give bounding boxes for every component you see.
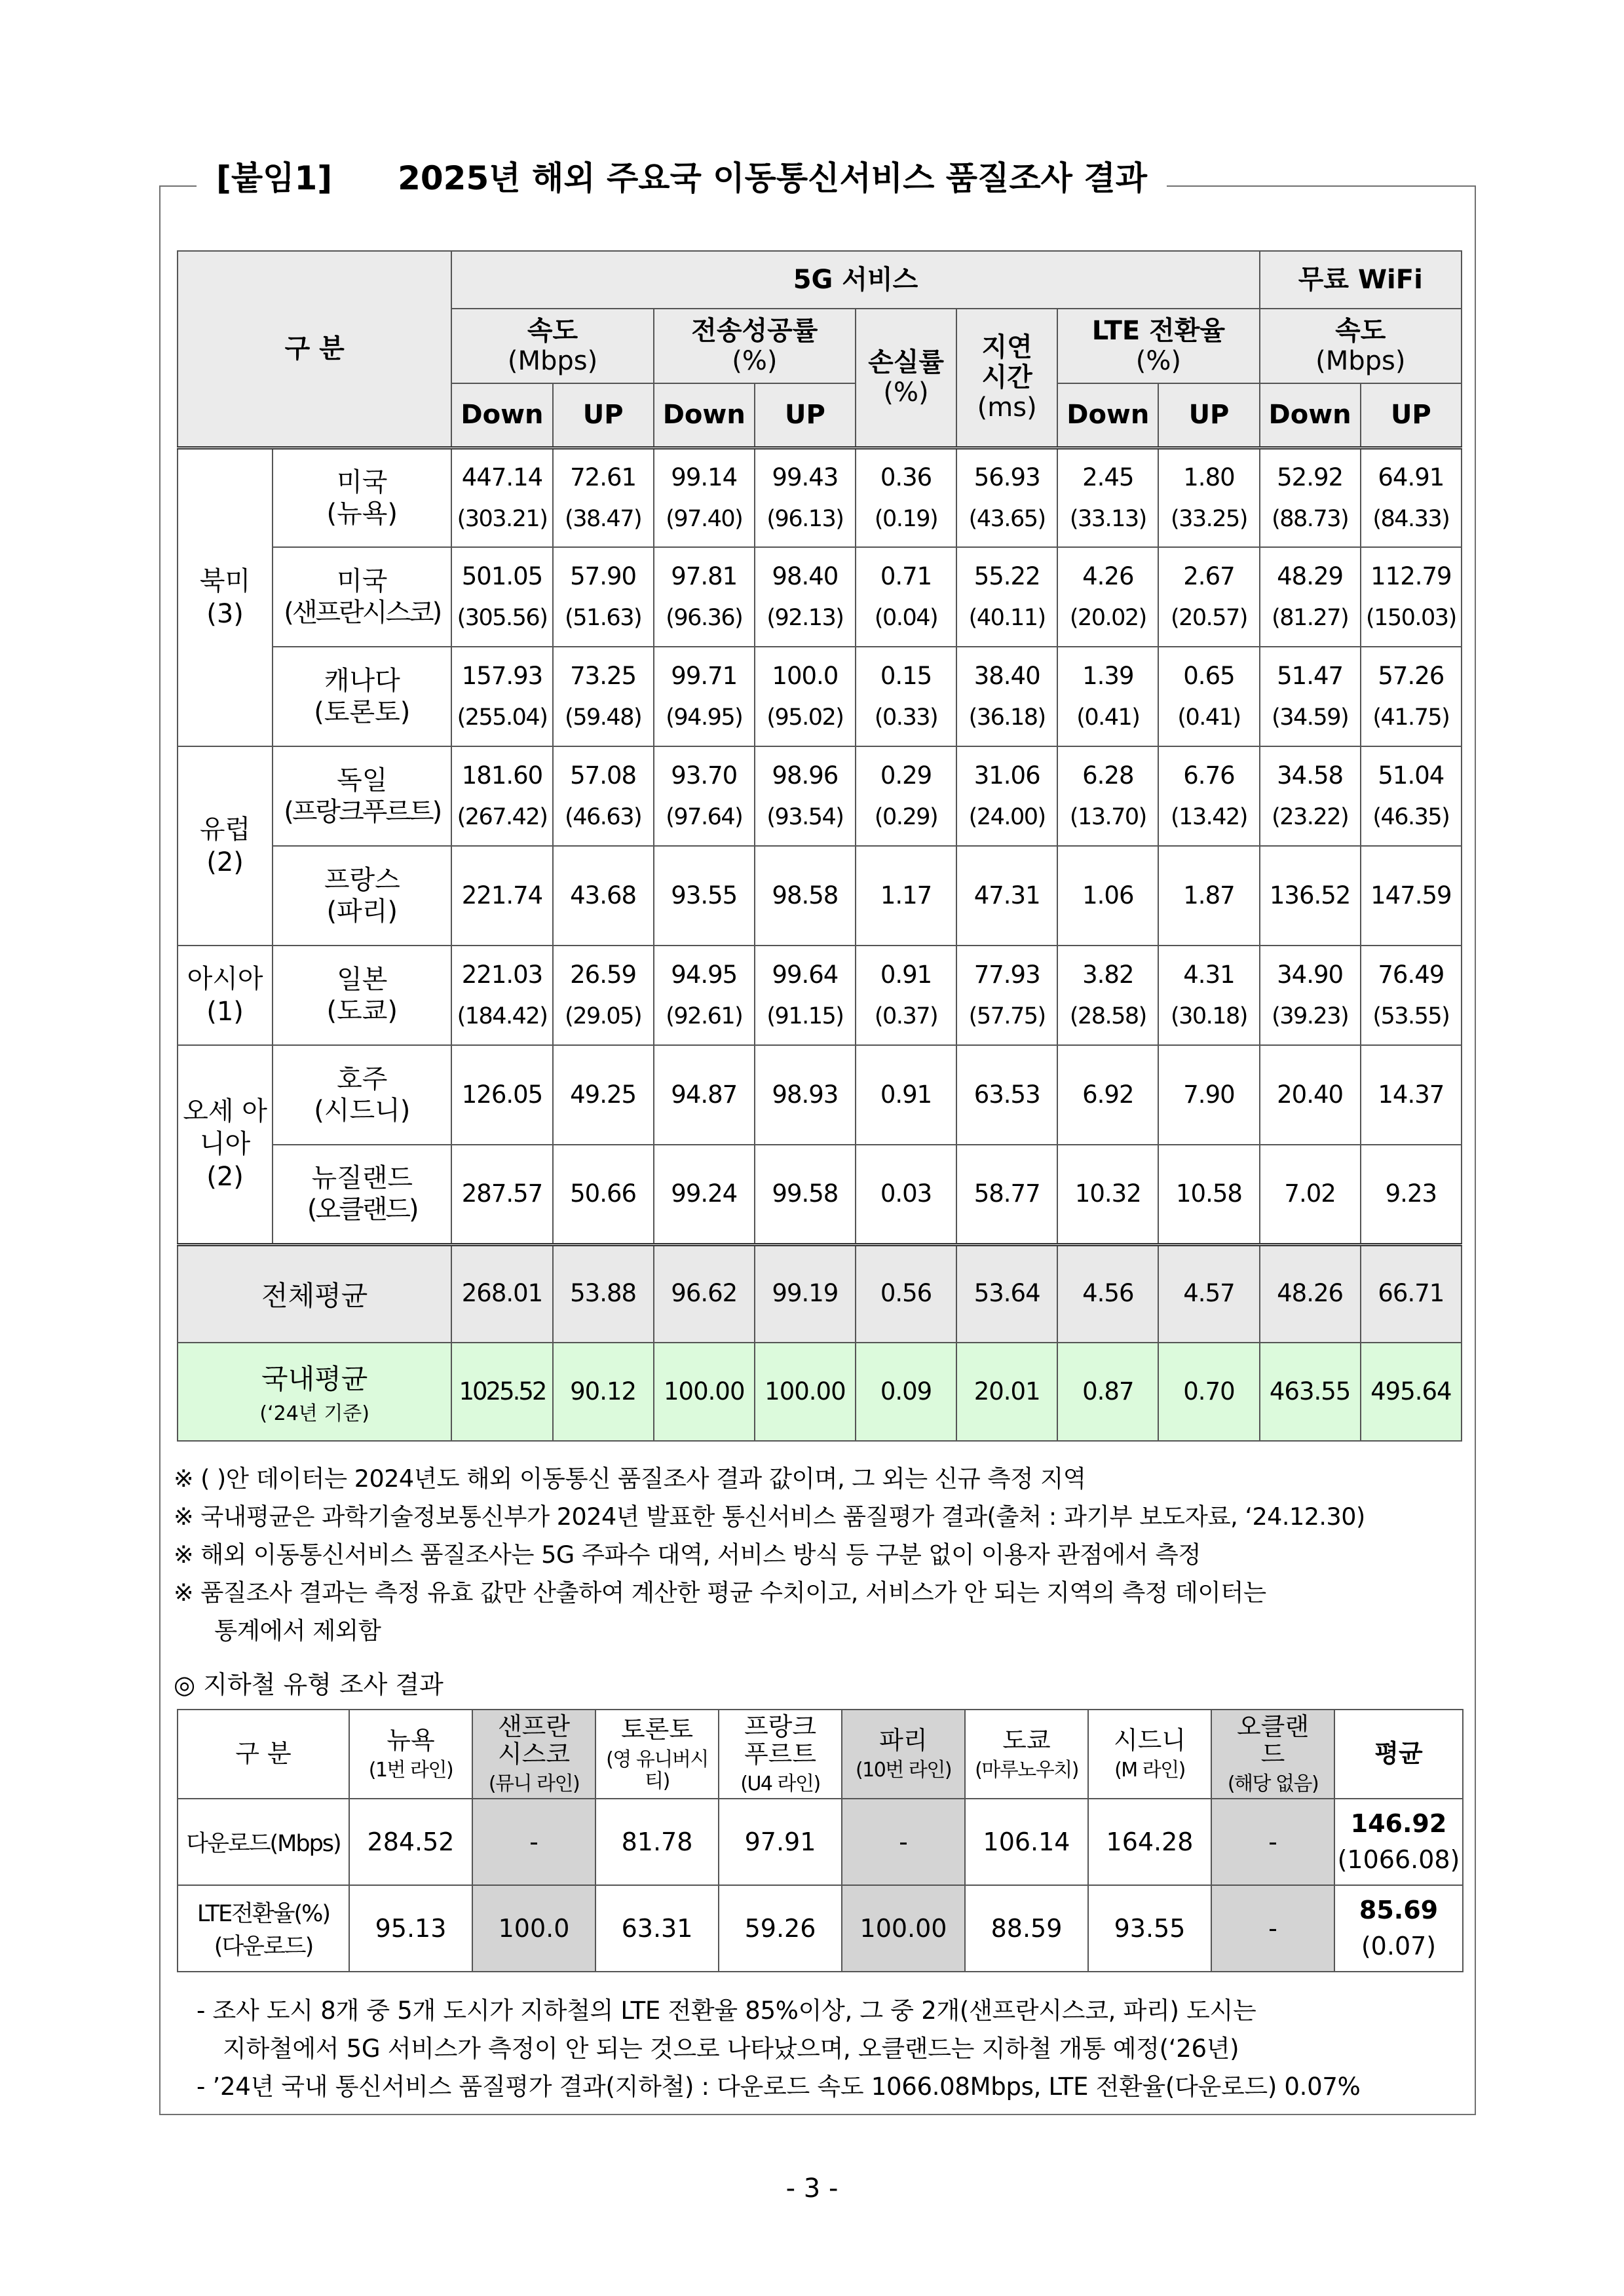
value-cell: 34.90 (39.23): [1260, 946, 1361, 1045]
subway-average-cell: 85.69 (0.07): [1334, 1885, 1463, 1972]
value-cell: 64.91 (84.33): [1361, 448, 1462, 547]
subway-value-cell: 95.13: [349, 1885, 472, 1972]
value-cell: 100.0 (95.02): [755, 647, 856, 746]
note-line: ※ 품질조사 결과는 측정 유효 값만 산출하여 계산한 평균 수치이고, 서비스가 안 되는 지역의 측정 데이터는: [174, 1578, 1266, 1607]
subway-notes: [197, 1992, 1467, 2106]
value-cell: 126.05: [451, 1045, 552, 1145]
value-cell: 0.09: [856, 1343, 956, 1441]
value-cell: 96.62: [654, 1244, 755, 1343]
value-cell: 1.06: [1057, 846, 1158, 946]
value-cell: 447.14 (303.21): [451, 448, 552, 547]
value-cell: 90.12: [553, 1343, 654, 1441]
header-5g-service: 5G 서비스: [451, 251, 1259, 309]
value-cell: 501.05 (305.56): [451, 547, 552, 647]
value-cell: 6.76 (13.42): [1158, 746, 1259, 846]
value-cell: 2.67 (20.57): [1158, 547, 1259, 647]
value-cell: 6.28 (13.70): [1057, 746, 1158, 846]
header-speed: 속도 (Mbps): [451, 309, 653, 383]
value-cell: 98.58: [755, 846, 856, 946]
city-cell: 호주 (시드니): [273, 1045, 451, 1145]
value-cell: 49.25: [553, 1045, 654, 1145]
value-cell: 93.55: [654, 846, 755, 946]
table-row: [178, 1045, 1462, 1145]
main-results-table: [177, 250, 1462, 1442]
city-cell: 독일 (프랑크푸르트): [273, 746, 451, 846]
value-cell: 99.71 (94.95): [654, 647, 755, 746]
table-row: [178, 946, 1462, 1045]
value-cell: 50.66: [553, 1145, 654, 1244]
value-cell: 2.45 (33.13): [1057, 448, 1158, 547]
value-cell: 48.26: [1260, 1244, 1361, 1343]
subway-header-city: 시드니 (M 라인): [1088, 1710, 1211, 1799]
header-up: UP: [1361, 383, 1462, 448]
city-cell: 미국 (샌프란시스코): [273, 547, 451, 647]
value-cell: 268.01: [451, 1244, 552, 1343]
value-cell: 26.59 (29.05): [553, 946, 654, 1045]
value-cell: 43.68: [553, 846, 654, 946]
value-cell: 76.49 (53.55): [1361, 946, 1462, 1045]
value-cell: 4.57: [1158, 1244, 1259, 1343]
subway-header-city: 뉴욕 (1번 라인): [349, 1710, 472, 1799]
subway-note-line: - 조사 도시 8개 중 5개 도시가 지하철의 LTE 전환율 85%이상, 그 중 2개(샌프란시스코, 파리) 도시는: [197, 1997, 1256, 2025]
value-cell: 57.26 (41.75): [1361, 647, 1462, 746]
value-cell: 287.57: [451, 1145, 552, 1244]
subway-value-cell: -: [472, 1799, 595, 1885]
header-lte-rate: LTE 전환율 (%): [1057, 309, 1259, 383]
subway-value-cell: -: [1211, 1799, 1334, 1885]
city-cell: 캐나다 (토론토): [273, 647, 451, 746]
value-cell: 136.52: [1260, 846, 1361, 946]
value-cell: 99.64 (91.15): [755, 946, 856, 1045]
subway-value-cell: -: [842, 1799, 965, 1885]
value-cell: 0.56: [856, 1244, 956, 1343]
header-free-wifi: 무료 WiFi: [1260, 251, 1462, 309]
subway-row: [178, 1885, 1463, 1972]
value-cell: 57.90 (51.63): [553, 547, 654, 647]
header-wifi-speed: 속도 (Mbps): [1260, 309, 1462, 383]
value-cell: 6.92: [1057, 1045, 1158, 1145]
title-text: 2025년 해외 주요국 이동통신서비스 품질조사 결과: [398, 159, 1147, 197]
subway-section-title: ◎ 지하철 유형 조사 결과: [174, 1670, 444, 1699]
region-cell: 아시아 (1): [178, 946, 273, 1045]
subway-value-cell: 100.0: [472, 1885, 595, 1972]
city-cell: 뉴질랜드 (오클랜드): [273, 1145, 451, 1244]
value-cell: 4.26 (20.02): [1057, 547, 1158, 647]
value-cell: 100.00: [654, 1343, 755, 1441]
value-cell: 0.15 (0.33): [856, 647, 956, 746]
city-cell: 미국 (뉴욕): [273, 448, 451, 547]
subway-value-cell: 93.55: [1088, 1885, 1211, 1972]
region-cell: 오세 아니아 (2): [178, 1045, 273, 1244]
subway-header-city: 파리 (10번 라인): [842, 1710, 965, 1799]
value-cell: 99.24: [654, 1145, 755, 1244]
header-loss-rate: 손실률 (%): [856, 309, 956, 448]
value-cell: 3.82 (28.58): [1057, 946, 1158, 1045]
subway-value-cell: 106.14: [965, 1799, 1088, 1885]
value-cell: 0.91: [856, 1045, 956, 1145]
subway-header-city: 토론토 (영 유니버시티): [595, 1710, 719, 1799]
value-cell: 14.37: [1361, 1045, 1462, 1145]
page-number: - 3 -: [785, 2173, 839, 2204]
value-cell: 53.88: [553, 1244, 654, 1343]
value-cell: 58.77: [956, 1145, 1057, 1244]
subway-value-cell: 97.91: [719, 1799, 842, 1885]
header-up: UP: [553, 383, 654, 448]
value-cell: 100.00: [755, 1343, 856, 1441]
value-cell: 73.25 (59.48): [553, 647, 654, 746]
value-cell: 495.64: [1361, 1343, 1462, 1441]
value-cell: 99.43 (96.13): [755, 448, 856, 547]
value-cell: 94.95 (92.61): [654, 946, 755, 1045]
value-cell: 47.31: [956, 846, 1057, 946]
value-cell: 157.93 (255.04): [451, 647, 552, 746]
value-cell: 98.93: [755, 1045, 856, 1145]
value-cell: 0.87: [1057, 1343, 1158, 1441]
value-cell: 77.93 (57.75): [956, 946, 1057, 1045]
subway-value-cell: 100.00: [842, 1885, 965, 1972]
subway-note-line: - ’24년 국내 통신서비스 품질평가 결과(지하철) : 다운로드 속도 1066.08Mbps, LTE 전환율(다운로드) 0.07%: [197, 2073, 1361, 2101]
note-line: ※ 해외 이동통신서비스 품질조사는 5G 주파수 대역, 서비스 방식 등 구분 없이 이용자 관점에서 측정: [174, 1540, 1201, 1569]
overall-average-row: [178, 1244, 1462, 1343]
subway-row-label: 다운로드(Mbps): [178, 1799, 349, 1885]
city-cell: 프랑스 (파리): [273, 846, 451, 946]
value-cell: 98.40 (92.13): [755, 547, 856, 647]
value-cell: 93.70 (97.64): [654, 746, 755, 846]
value-cell: 72.61 (38.47): [553, 448, 654, 547]
table-row: [178, 448, 1462, 547]
subway-value-cell: 81.78: [595, 1799, 719, 1885]
value-cell: 55.22 (40.11): [956, 547, 1057, 647]
note-line: 통계에서 제외함: [214, 1617, 381, 1645]
value-cell: 31.06 (24.00): [956, 746, 1057, 846]
subway-header-city: 오클랜드 (해당 없음): [1211, 1710, 1334, 1799]
city-cell: 일본 (도쿄): [273, 946, 451, 1045]
value-cell: 20.40: [1260, 1045, 1361, 1145]
value-cell: 0.29 (0.29): [856, 746, 956, 846]
value-cell: 463.55: [1260, 1343, 1361, 1441]
header-success-rate: 전송성공률 (%): [654, 309, 856, 383]
value-cell: 52.92 (88.73): [1260, 448, 1361, 547]
subway-header-average: 평균: [1334, 1710, 1463, 1799]
value-cell: 98.96 (93.54): [755, 746, 856, 846]
value-cell: 94.87: [654, 1045, 755, 1145]
value-cell: 10.32: [1057, 1145, 1158, 1244]
value-cell: 7.02: [1260, 1145, 1361, 1244]
value-cell: 1.17: [856, 846, 956, 946]
header-down: Down: [654, 383, 755, 448]
subway-value-cell: 63.31: [595, 1885, 719, 1972]
value-cell: 99.19: [755, 1244, 856, 1343]
table-row: [178, 1145, 1462, 1244]
subway-value-cell: 284.52: [349, 1799, 472, 1885]
table-notes: [174, 1460, 1467, 1650]
region-cell: 유럽 (2): [178, 746, 273, 946]
note-line: ※ 국내평균은 과학기술정보통신부가 2024년 발표한 통신서비스 품질평가 결과(출처 : 과기부 보도자료, ‘24.12.30): [174, 1502, 1365, 1531]
value-cell: 99.14 (97.40): [654, 448, 755, 547]
value-cell: 0.70: [1158, 1343, 1259, 1441]
subway-note-line: 지하철에서 5G 서비스가 측정이 안 되는 것으로 나타났으며, 오클랜드는 지하철 개통 예정(‘26년): [223, 2035, 1239, 2063]
value-cell: 63.53: [956, 1045, 1057, 1145]
subway-header-category: 구 분: [178, 1710, 349, 1799]
value-cell: 0.65 (0.41): [1158, 647, 1259, 746]
value-cell: 1025.52: [451, 1343, 552, 1441]
value-cell: 10.58: [1158, 1145, 1259, 1244]
region-cell: 북미 (3): [178, 448, 273, 746]
subway-average-cell: 146.92 (1066.08): [1334, 1799, 1463, 1885]
value-cell: 0.91 (0.37): [856, 946, 956, 1045]
subway-results-table: [177, 1709, 1463, 1972]
value-cell: 48.29 (81.27): [1260, 547, 1361, 647]
table-row: [178, 746, 1462, 846]
value-cell: 9.23: [1361, 1145, 1462, 1244]
value-cell: 1.80 (33.25): [1158, 448, 1259, 547]
value-cell: 57.08 (46.63): [553, 746, 654, 846]
subway-value-cell: 164.28: [1088, 1799, 1211, 1885]
value-cell: 181.60 (267.42): [451, 746, 552, 846]
header-up: UP: [755, 383, 856, 448]
value-cell: 221.03 (184.42): [451, 946, 552, 1045]
value-cell: 53.64: [956, 1244, 1057, 1343]
row-label: 전체평균: [178, 1244, 451, 1343]
value-cell: 0.71 (0.04): [856, 547, 956, 647]
value-cell: 66.71: [1361, 1244, 1462, 1343]
table-row: [178, 846, 1462, 946]
value-cell: 99.58: [755, 1145, 856, 1244]
domestic-average-row: [178, 1343, 1462, 1441]
table-row: [178, 647, 1462, 746]
value-cell: 1.39 (0.41): [1057, 647, 1158, 746]
value-cell: 56.93 (43.65): [956, 448, 1057, 547]
attachment-label: [붙임1]: [216, 159, 333, 197]
table-row: [178, 547, 1462, 647]
header-down: Down: [1260, 383, 1361, 448]
value-cell: 51.47 (34.59): [1260, 647, 1361, 746]
header-latency: 지연 시간 (ms): [956, 309, 1057, 448]
value-cell: 1.87: [1158, 846, 1259, 946]
subway-value-cell: 59.26: [719, 1885, 842, 1972]
value-cell: 4.56: [1057, 1244, 1158, 1343]
subway-row-label: LTE전환율(%) (다운로드): [178, 1885, 349, 1972]
value-cell: 112.79 (150.03): [1361, 547, 1462, 647]
value-cell: 20.01: [956, 1343, 1057, 1441]
value-cell: 38.40 (36.18): [956, 647, 1057, 746]
header-up: UP: [1158, 383, 1259, 448]
header-down: Down: [1057, 383, 1158, 448]
subway-header-city: 프랑크 푸르트 (U4 라인): [719, 1710, 842, 1799]
value-cell: 7.90: [1158, 1045, 1259, 1145]
subway-value-cell: -: [1211, 1885, 1334, 1972]
subway-value-cell: 88.59: [965, 1885, 1088, 1972]
document-title: [197, 152, 1167, 199]
header-down: Down: [451, 383, 552, 448]
header-category: 구 분: [178, 251, 451, 448]
note-line: ※ ( )안 데이터는 2024년도 해외 이동통신 품질조사 결과 값이며, 그 외는 신규 측정 지역: [174, 1464, 1086, 1493]
value-cell: 0.36 (0.19): [856, 448, 956, 547]
value-cell: 147.59: [1361, 846, 1462, 946]
subway-row: [178, 1799, 1463, 1885]
row-label: 국내평균 (‘24년 기준): [178, 1343, 451, 1441]
subway-header-city: 도쿄 (마루노우치): [965, 1710, 1088, 1799]
value-cell: 97.81 (96.36): [654, 547, 755, 647]
value-cell: 34.58 (23.22): [1260, 746, 1361, 846]
value-cell: 0.03: [856, 1145, 956, 1244]
value-cell: 51.04 (46.35): [1361, 746, 1462, 846]
subway-header-city: 샌프란 시스코 (뮤니 라인): [472, 1710, 595, 1799]
value-cell: 4.31 (30.18): [1158, 946, 1259, 1045]
value-cell: 221.74: [451, 846, 552, 946]
